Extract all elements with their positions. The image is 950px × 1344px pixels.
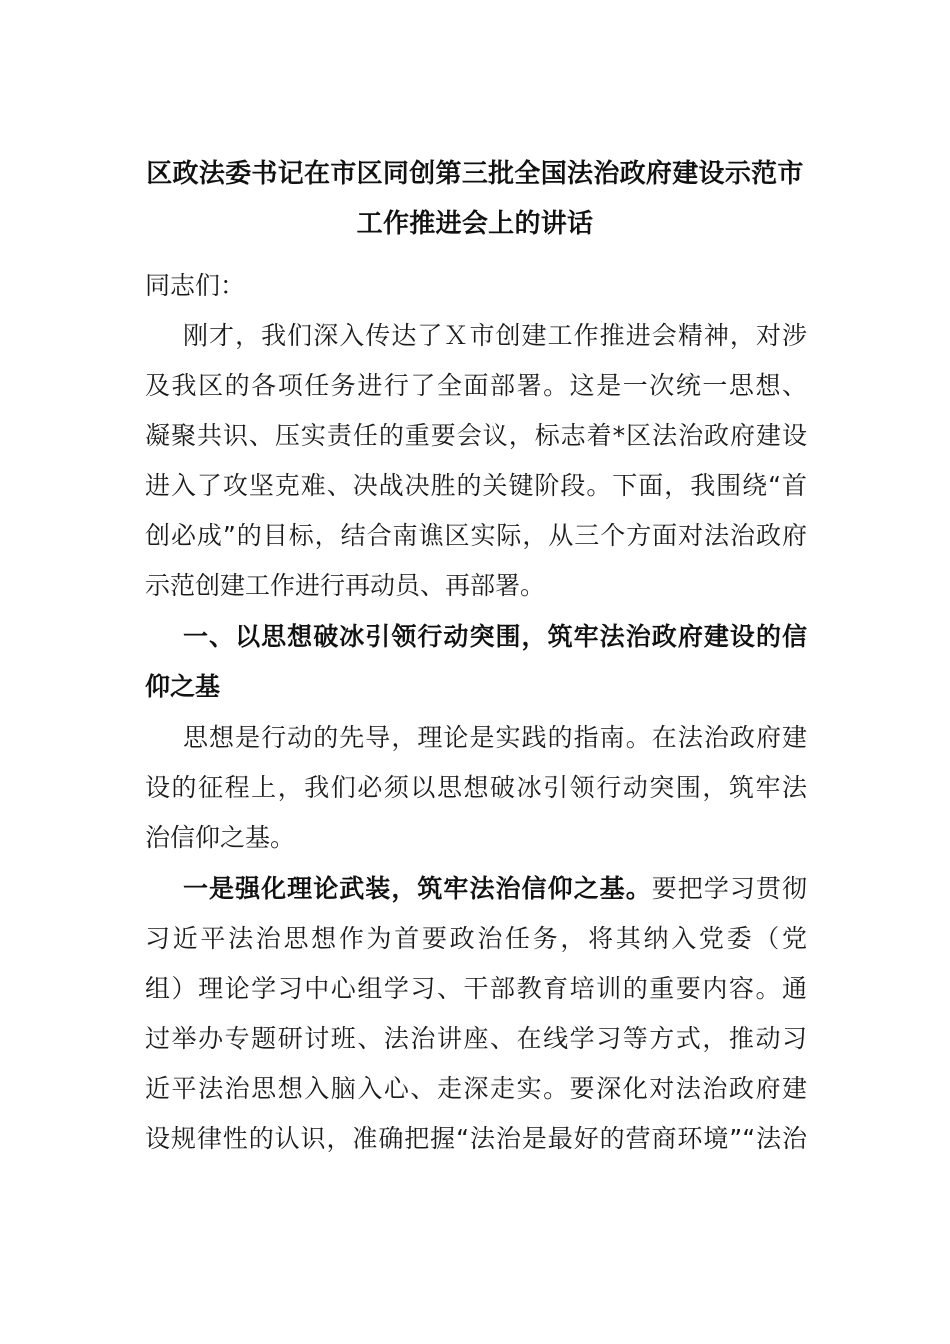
paragraph-3-bold-lead: 一是强化理论武装，筑牢法治信仰之基。 — [183, 874, 652, 903]
paragraph-3-first-line — [183, 874, 807, 904]
paragraph-3-line: 设规律性的认识，准确把握“法治是最好的营商环境”“法治 — [145, 1124, 807, 1153]
section-heading-1-line: 一、以思想破冰引领行动突围，筑牢法治政府建设的信 — [183, 622, 807, 651]
paragraph-1-line: 创必成”的目标，结合南谯区实际，从三个方面对法治政府 — [145, 521, 807, 550]
paragraph-3-line: 近平法治思想入脑入心、走深走实。要深化对法治政府建 — [145, 1074, 807, 1103]
paragraph-1-line: 凝聚共识、压实责任的重要会议，标志着*区法治政府建设 — [145, 421, 807, 450]
document-title-line-2: 工作推进会上的讲话 — [356, 209, 594, 239]
paragraph-3-line: 习近平法治思想作为首要政治任务，将其纳入党委（党 — [145, 924, 807, 953]
paragraph-1-line: 刚才，我们深入传达了Ｘ市创建工作推进会精神，对涉 — [183, 321, 807, 350]
document-title-line-1: 区政法委书记在市区同创第三批全国法治政府建设示范市 — [146, 159, 804, 189]
paragraph-2-line: 治信仰之基。 — [145, 823, 296, 852]
paragraph-1-line: 示范创建工作进行再动员、再部署。 — [145, 571, 546, 600]
paragraph-2-line: 思想是行动的先导，理论是实践的指南。在法治政府建 — [183, 723, 807, 752]
paragraph-2-line: 设的征程上，我们必须以思想破冰引领行动突围，筑牢法 — [145, 773, 807, 802]
paragraph-3-first-rest: 要把学习贯彻 — [651, 874, 807, 903]
paragraph-3-line: 过举办专题研讨班、法治讲座、在线学习等方式，推动习 — [145, 1024, 807, 1053]
paragraph-3-line: 组）理论学习中心组学习、干部教育培训的重要内容。通 — [145, 974, 807, 1003]
salutation: 同志们： — [145, 271, 246, 300]
paragraph-1-line: 进入了攻坚克难、决战决胜的关键阶段。下面，我围绕“首 — [145, 471, 807, 500]
section-heading-1-line: 仰之基 — [145, 672, 221, 701]
paragraph-1-line: 及我区的各项任务进行了全面部署。这是一次统一思想、 — [145, 371, 807, 400]
